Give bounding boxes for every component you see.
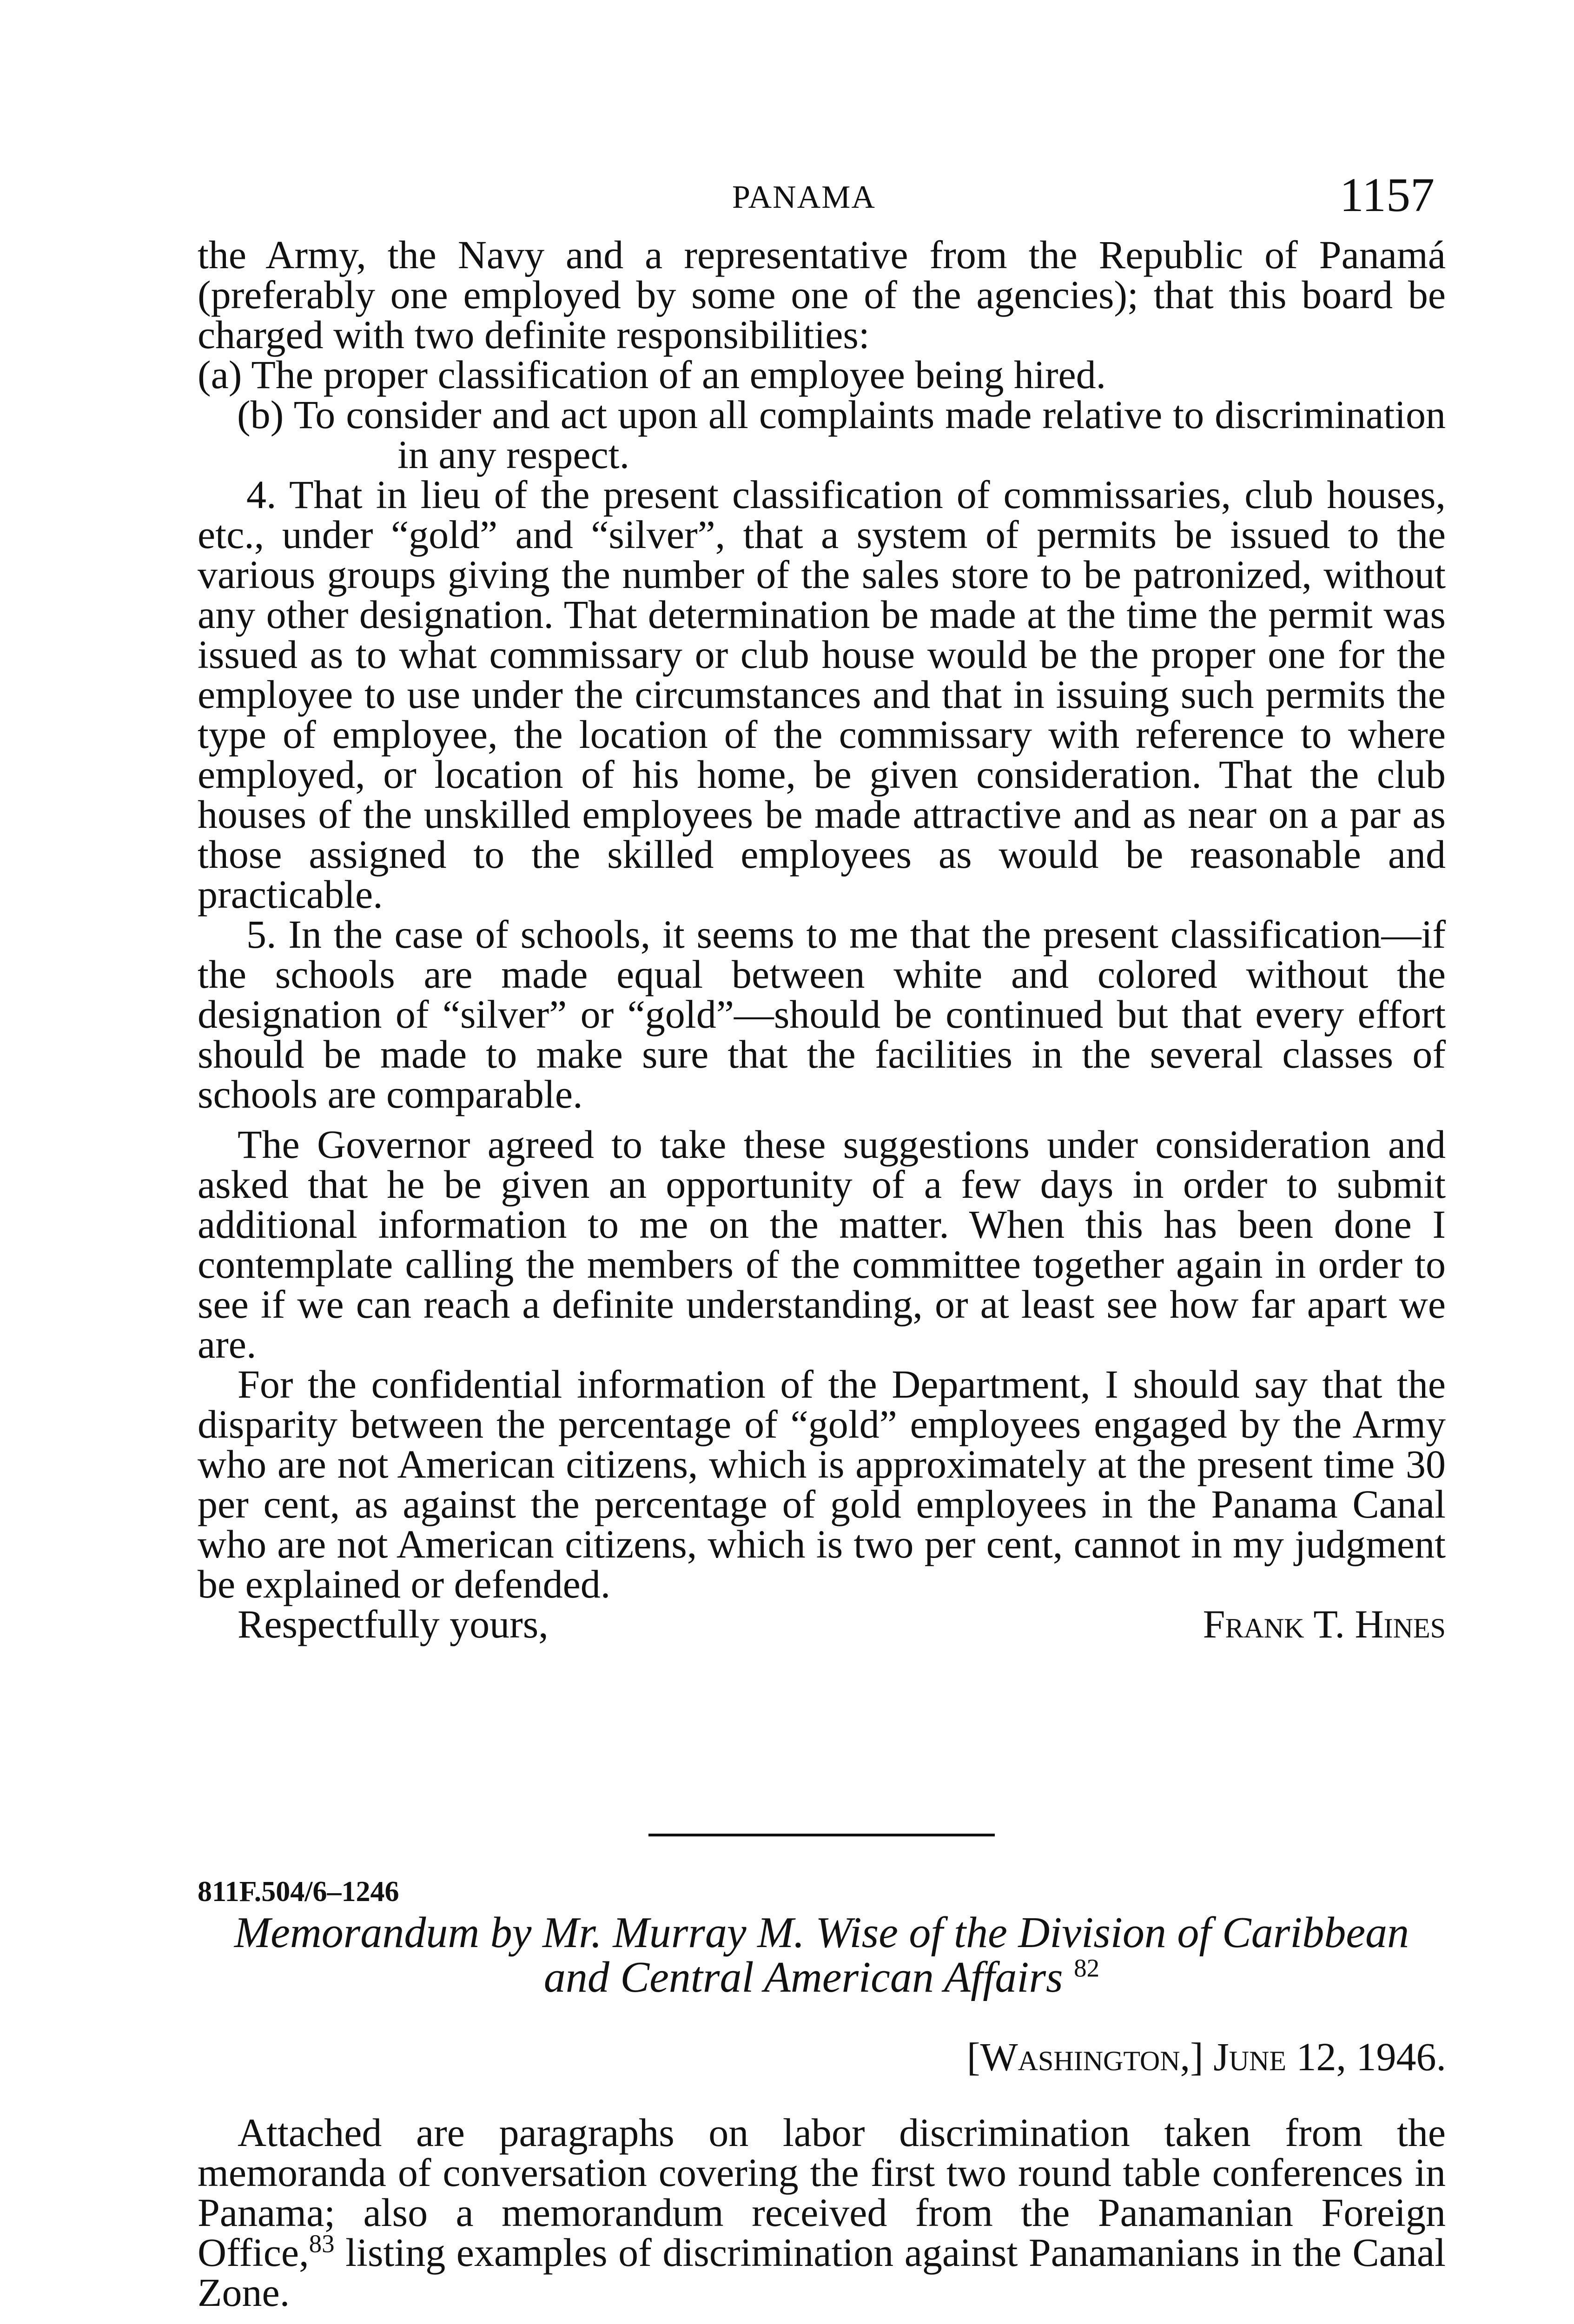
memo-paragraph — [198, 2110, 1446, 2315]
footnote-ref-82[interactable]: 82 — [1074, 1954, 1100, 1982]
memo-title — [198, 1910, 1446, 2000]
page-number: 1157 — [1339, 168, 1435, 222]
memo-title-line-2-wrap — [198, 1955, 1446, 2000]
closing: Respectfully yours, — [238, 1602, 549, 1646]
memo-title-line-2: and Central American Affairs — [543, 1953, 1063, 2001]
list-item-b: (b) To consider and act upon all complaints made relative to discrimination in any respect. — [237, 392, 1446, 477]
letter-body — [198, 232, 1446, 1646]
signature: Frank T. Hines — [1203, 1602, 1446, 1646]
section-divider — [648, 1834, 995, 1836]
paragraph-continued: the Army, the Navy and a representative from the Republic of Panamá (preferably one employed by some one of the agencies); that this board be charged with two definite responsibilities: — [198, 232, 1446, 357]
memo-text-part-1: Attached are paragraphs on labor discrimination taken from the memoranda of conversation covering the first two round table conferences in Panama; also a memorandum received from the Panamanian Foreign Office, — [198, 2110, 1446, 2275]
paragraph-4: 4. That in lieu of the present classification of commissaries, club houses, etc., under “gold” and “silver”, that a system of permits be issued to the various groups giving the number of the sales store to be patronized, without any other designation. That determination be made at the time the permit was issued as to what commissary or club house would be the proper one for the employee to use under the circumstances and that in issuing such permits the type of employee, the location of the commissary with reference to where employed, or location of his home, be given consideration. That the club houses of the unskilled employees be made attractive and as near on a par as those assigned to the skilled employees as would be reasonable and practicable. — [198, 472, 1446, 917]
dateline: [Washington,] June 12, 1946. — [966, 2034, 1446, 2079]
signature-block — [198, 1604, 1446, 1644]
memo-title-line-1: Memorandum by Mr. Murray M. Wise of the Division of Caribbean — [234, 1908, 1409, 1957]
memo-text-part-2: listing examples of discrimination against Panamanians in the Canal Zone. — [198, 2230, 1446, 2315]
document-number: 811F.504/6–1246 — [198, 1876, 399, 1908]
list-item-a: (a) The proper classification of an employee being hired. — [198, 352, 1106, 397]
running-head: PANAMA — [732, 179, 876, 215]
paragraph-confidential: For the confidential information of the Department, I should say that the disparity between the percentage of “gold” employees engaged by the Army who are not American citizens, which is approximately at the present time 30 per cent, as against the percentage of gold employees in the Panama Canal who are not American citizens, which is two per cent, cannot in my judgment be explained or defended. — [198, 1362, 1446, 1606]
paragraph-governor: The Governor agreed to take these suggestions under consideration and asked that he be given an opportunity of a few days in order to submit additional information to me on the matter. When this has been done I contemplate calling the members of the committee together again in order to see if we can reach a definite understanding, or at least see how far apart we are. — [198, 1122, 1446, 1367]
footnote-ref-83[interactable]: 83 — [309, 2229, 335, 2258]
memo-body — [198, 2110, 1446, 2315]
paragraph-5: 5. In the case of schools, it seems to me that the present classification—if the schools are made equal between white and colored without the designation of “silver” or “gold”—should be continued but that every effort should be made to make sure that the facilities in the several classes of schools are comparable. — [198, 912, 1446, 1116]
